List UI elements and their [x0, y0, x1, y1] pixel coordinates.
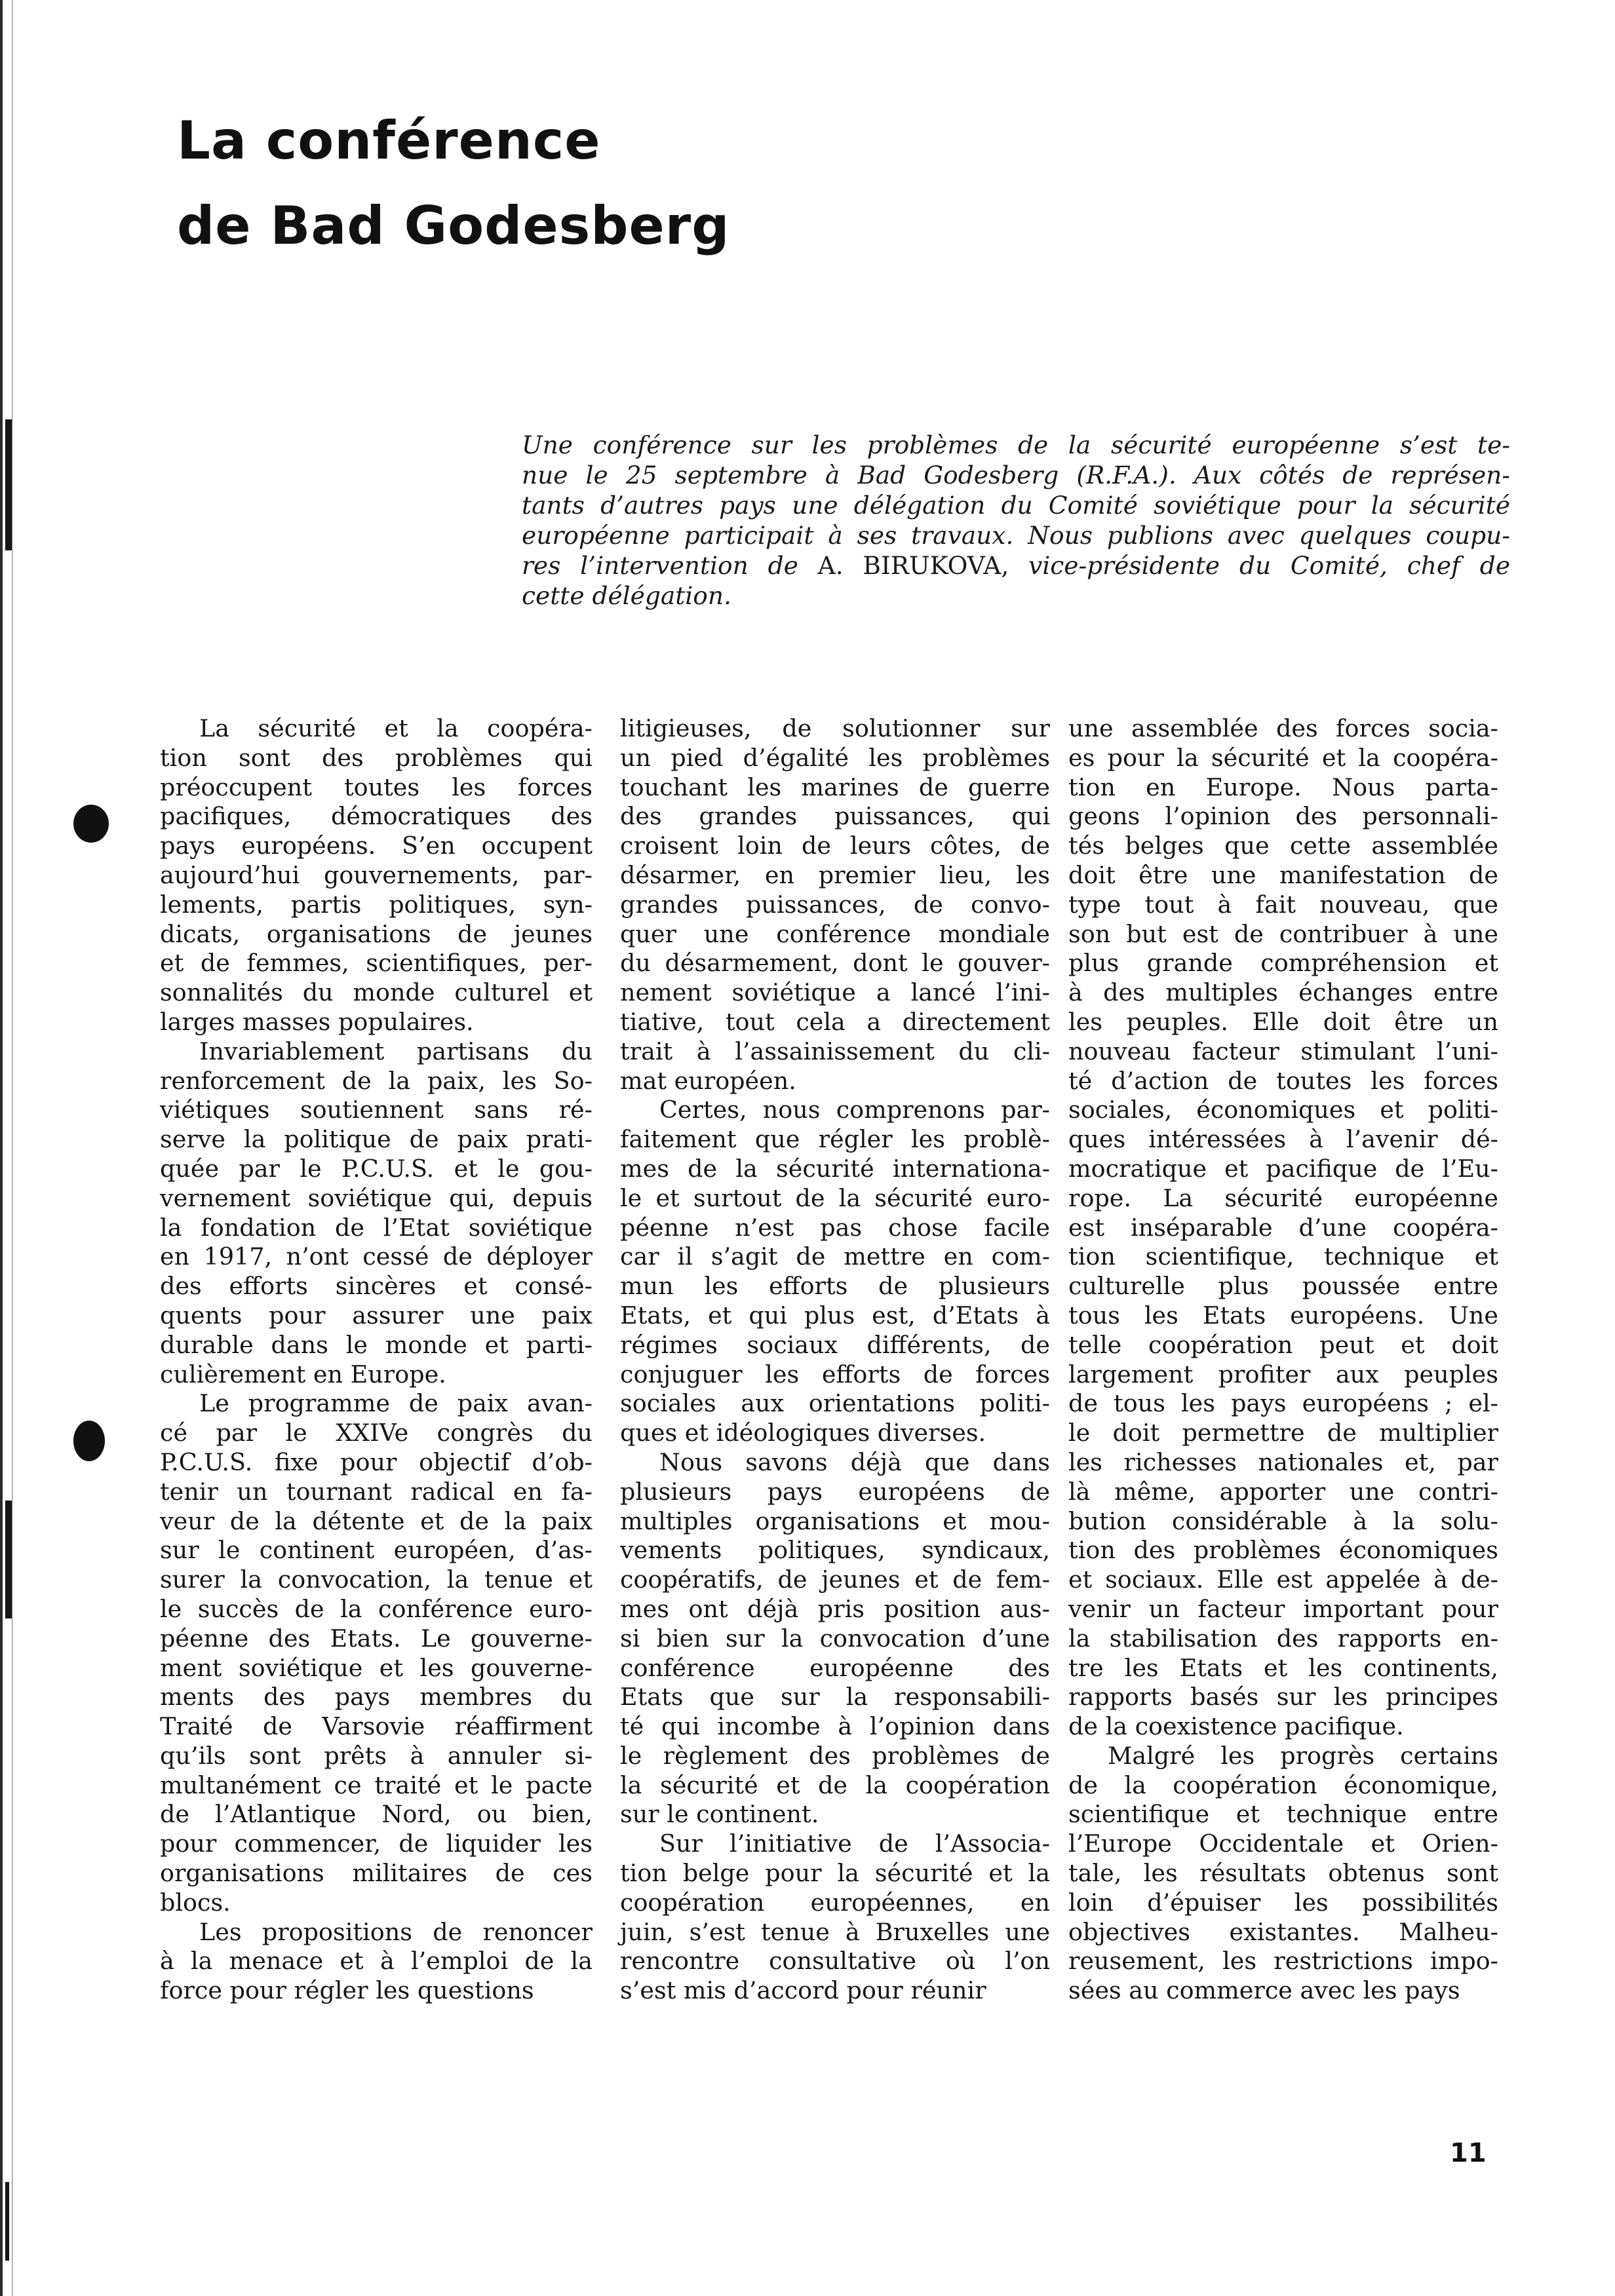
text-line: en 1917, n’ont cessé de déployer: [160, 1242, 593, 1271]
text-line: surer la convocation, la tenue et: [160, 1565, 593, 1594]
text-line: serve la politique de paix prati-: [160, 1125, 593, 1154]
margin-ink-blot: [73, 805, 109, 843]
title-line-2: de Bad Godesberg: [177, 195, 730, 256]
text-line: Etats, et qui plus est, d’Etats à: [620, 1301, 1050, 1330]
intro-line: tants d’autres pays une délégation du Comité soviétique pour la sécurité: [522, 491, 1510, 520]
text-line: dicats, organisations de jeunes: [160, 919, 593, 948]
intro-text: vice-présidente du Comité, chef de: [1009, 551, 1511, 580]
text-line: les peuples. Elle doit être un: [1068, 1007, 1498, 1036]
text-line: quer une conférence mondiale: [620, 919, 1050, 948]
page-number: 11: [1450, 2138, 1487, 2168]
text-line: tés belges que cette assemblée: [1068, 832, 1498, 860]
text-line: Les propositions de renoncer: [199, 1917, 593, 1946]
text-line: qu’ils sont prêts à annuler si-: [160, 1741, 593, 1770]
text-line: Nous savons déjà que dans: [659, 1447, 1050, 1476]
text-line: une assemblée des forces socia-: [1068, 714, 1498, 742]
text-line: litigieuses, de solutionner sur: [620, 714, 1050, 742]
article-column-2: [620, 714, 1050, 2006]
text-line: le règlement des problèmes de: [620, 1741, 1050, 1770]
text-line: rencontre consultative où l’on: [620, 1947, 1050, 1976]
text-line: mun les efforts de plusieurs: [620, 1272, 1050, 1301]
text-line: veur de la détente et de la paix: [160, 1506, 593, 1535]
text-line: un pied d’égalité les problèmes: [620, 743, 1050, 772]
text-line: multiples organisations et mou-: [620, 1506, 1050, 1535]
text-line: des grandes puissances, qui: [620, 802, 1050, 831]
text-line: le doit permettre de multiplier: [1068, 1419, 1498, 1447]
text-line: tale, les résultats obtenus sont: [1068, 1859, 1498, 1888]
text-line: conjuguer les efforts de forces: [620, 1360, 1050, 1388]
text-line: grandes puissances, de convo-: [620, 890, 1050, 919]
text-line: doit être une manifestation de: [1068, 860, 1498, 889]
text-line: péenne n’est pas chose facile: [620, 1213, 1050, 1242]
title-line-1: La conférence: [177, 110, 601, 171]
text-line: de la coexistence pacifique.: [1068, 1712, 1404, 1741]
text-line: à la menace et à l’emploi de la: [160, 1947, 593, 1976]
text-line: là même, apporter une contri-: [1068, 1477, 1498, 1506]
text-line: Certes, nous comprenons par-: [659, 1096, 1050, 1124]
text-line: sur le continent européen, d’as-: [160, 1536, 593, 1565]
text-line: plusieurs pays européens de: [620, 1477, 1050, 1506]
text-line: croisent loin de leurs côtes, de: [620, 832, 1050, 860]
text-line: nouveau facteur stimulant l’uni-: [1068, 1037, 1498, 1065]
text-line: mocratique et pacifique de l’Eu-: [1068, 1154, 1498, 1183]
scan-edge: [0, 0, 14, 2296]
text-line: conférence européenne des: [620, 1653, 1050, 1682]
margin-ink-blot: [73, 1421, 105, 1461]
text-line: geons l’opinion des personnali-: [1068, 802, 1498, 831]
text-line: blocs.: [160, 1888, 231, 1917]
text-line: pacifiques, démocratiques des: [160, 802, 593, 831]
text-line: la sécurité et de la coopération: [620, 1770, 1050, 1799]
text-line: P.C.U.S. fixe pour objectif d’ob-: [160, 1447, 593, 1476]
article-title: [177, 98, 730, 269]
text-line: touchant les marines de guerre: [620, 773, 1050, 801]
text-line: sur le continent.: [620, 1800, 819, 1829]
text-line: pays européens. S’en occupent: [160, 832, 593, 860]
scan-mark-bottom: [5, 1501, 12, 1618]
text-line: trait à l’assainissement du cli-: [620, 1037, 1050, 1065]
text-line: et de femmes, scientifiques, per-: [160, 949, 593, 978]
author-name: A. BIRUKOVA,: [817, 551, 1009, 580]
text-line: La sécurité et la coopéra-: [199, 714, 593, 742]
text-line: sociales, économiques et politi-: [1068, 1096, 1498, 1124]
text-line: s’est mis d’accord pour réunir: [620, 1976, 986, 2005]
text-line: aujourd’hui gouvernements, par-: [160, 860, 593, 889]
text-line: tion scientifique, technique et: [1068, 1242, 1498, 1271]
text-line: Le programme de paix avan-: [199, 1389, 593, 1418]
text-line: du désarmement, dont le gouver-: [620, 949, 1050, 978]
text-line: multanément ce traité et le pacte: [160, 1770, 593, 1799]
text-line: Invariablement partisans du: [199, 1037, 593, 1065]
text-line: organisations militaires de ces: [160, 1859, 593, 1888]
text-line: sées au commerce avec les pays: [1068, 1976, 1460, 2005]
text-line: ques intéressées à l’avenir dé-: [1068, 1125, 1498, 1154]
text-line: péenne des Etats. Le gouverne-: [160, 1624, 593, 1653]
text-line: tion en Europe. Nous parta-: [1068, 773, 1498, 801]
text-line: pour commencer, de liquider les: [160, 1829, 593, 1858]
text-line: bution considérable à la solu-: [1068, 1506, 1498, 1535]
text-line: de l’Atlantique Nord, ou bien,: [160, 1800, 593, 1829]
text-line: son but est de contribuer à une: [1068, 919, 1498, 948]
text-line: la stabilisation des rapports en-: [1068, 1624, 1498, 1653]
text-line: Etats que sur la responsabili-: [620, 1683, 1050, 1712]
text-line: té d’action de toutes les forces: [1068, 1066, 1498, 1095]
text-line: culièrement en Europe.: [160, 1360, 446, 1388]
text-line: Malgré les progrès certains: [1108, 1741, 1498, 1770]
text-line: la fondation de l’Etat soviétique: [160, 1213, 593, 1242]
intro-line: Une conférence sur les problèmes de la sécurité européenne s’est te-: [522, 430, 1510, 459]
text-line: ment soviétique et les gouverne-: [160, 1653, 593, 1682]
text-line: lements, partis politiques, syn-: [160, 890, 593, 919]
text-line: ques et idéologiques diverses.: [620, 1419, 986, 1447]
text-line: Traité de Varsovie réaffirment: [160, 1712, 593, 1741]
text-line: rapports basés sur les principes: [1068, 1683, 1498, 1712]
text-line: es pour la sécurité et la coopéra-: [1068, 743, 1498, 772]
text-line: vements politiques, syndicaux,: [620, 1536, 1050, 1565]
text-line: rope. La sécurité européenne: [1068, 1183, 1498, 1212]
text-line: quée par le P.C.U.S. et le gou-: [160, 1154, 593, 1183]
text-line: tre les Etats et les continents,: [1068, 1653, 1498, 1682]
text-line: venir un facteur important pour: [1068, 1594, 1498, 1623]
text-line: et sociaux. Elle est appelée à de-: [1068, 1565, 1498, 1594]
text-line: scientifique et technique entre: [1068, 1800, 1498, 1829]
article-column-1: [160, 714, 593, 2006]
text-line: objectives existantes. Malheu-: [1068, 1917, 1498, 1946]
text-line: type tout à fait nouveau, que: [1068, 890, 1498, 919]
text-line: té qui incombe à l’opinion dans: [620, 1712, 1050, 1741]
text-line: sonnalités du monde culturel et: [160, 978, 593, 1007]
text-line: culturelle plus poussée entre: [1068, 1272, 1498, 1301]
article-column-3: [1068, 714, 1498, 2006]
text-line: plus grande compréhension et: [1068, 949, 1498, 978]
intro-line: cette délégation.: [522, 581, 731, 610]
text-line: viétiques soutiennent sans ré-: [160, 1096, 593, 1124]
intro-line: européenne participait à ses travaux. Nous publions avec quelques coupu-: [522, 521, 1510, 550]
text-line: si bien sur la convocation d’une: [620, 1624, 1050, 1653]
text-line: largement profiter aux peuples: [1068, 1360, 1498, 1388]
text-line: désarmer, en premier lieu, les: [620, 860, 1050, 889]
text-line: mes ont déjà pris position aus-: [620, 1594, 1050, 1623]
text-line: de tous les pays européens ; el-: [1068, 1389, 1498, 1418]
text-line: préoccupent toutes les forces: [160, 773, 593, 801]
text-line: nement soviétique a lancé l’ini-: [620, 978, 1050, 1007]
text-line: l’Europe Occidentale et Orien-: [1068, 1829, 1498, 1858]
text-line: tion belge pour la sécurité et la: [620, 1859, 1050, 1888]
text-line: mat européen.: [620, 1066, 796, 1095]
text-line: des efforts sincères et consé-: [160, 1272, 593, 1301]
text-line: durable dans le monde et parti-: [160, 1330, 593, 1359]
text-line: à des multiples échanges entre: [1068, 978, 1498, 1007]
text-line: le et surtout de la sécurité euro-: [620, 1183, 1050, 1212]
text-line: tion sont des problèmes qui: [160, 743, 593, 772]
text-line: Sur l’initiative de l’Associa-: [659, 1829, 1050, 1858]
text-line: faitement que régler les problè-: [620, 1125, 1050, 1154]
text-line: le succès de la conférence euro-: [160, 1594, 593, 1623]
scan-mark-top: [5, 419, 12, 550]
scan-mark-foot: [5, 2182, 9, 2261]
text-line: tiative, tout cela a directement: [620, 1007, 1050, 1036]
text-line: reusement, les restrictions impo-: [1068, 1947, 1498, 1976]
text-line: quents pour assurer une paix: [160, 1301, 593, 1330]
intro-text: res l’intervention de: [522, 551, 818, 580]
text-line: mes de la sécurité internationa-: [620, 1154, 1050, 1183]
text-line: telle coopération peut et doit: [1068, 1330, 1498, 1359]
article-intro: [522, 430, 1510, 611]
text-line: cé par le XXIVe congrès du: [160, 1419, 593, 1447]
text-line: ments des pays membres du: [160, 1683, 593, 1712]
text-line: sociales aux orientations politi-: [620, 1389, 1050, 1418]
text-line: de la coopération économique,: [1068, 1770, 1498, 1799]
text-line: coopératifs, de jeunes et de fem-: [620, 1565, 1050, 1594]
text-line: est inséparable d’une coopéra-: [1068, 1213, 1498, 1242]
text-line: force pour régler les questions: [160, 1976, 534, 2005]
intro-line: [522, 550, 1510, 581]
text-line: juin, s’est tenue à Bruxelles une: [620, 1917, 1050, 1946]
text-line: les richesses nationales et, par: [1068, 1447, 1498, 1476]
text-line: car il s’agit de mettre en com-: [620, 1242, 1050, 1271]
text-line: vernement soviétique qui, depuis: [160, 1183, 593, 1212]
text-line: régimes sociaux différents, de: [620, 1330, 1050, 1359]
text-line: coopération européennes, en: [620, 1888, 1050, 1917]
intro-line: nue le 25 septembre à Bad Godesberg (R.F.A.). Aux côtés de représen-: [522, 461, 1510, 489]
text-line: larges masses populaires.: [160, 1007, 474, 1036]
text-line: tion des problèmes économiques: [1068, 1536, 1498, 1565]
text-line: tous les Etats européens. Une: [1068, 1301, 1498, 1330]
text-line: loin d’épuiser les possibilités: [1068, 1888, 1498, 1917]
text-line: renforcement de la paix, les So-: [160, 1066, 593, 1095]
text-line: tenir un tournant radical en fa-: [160, 1477, 593, 1506]
